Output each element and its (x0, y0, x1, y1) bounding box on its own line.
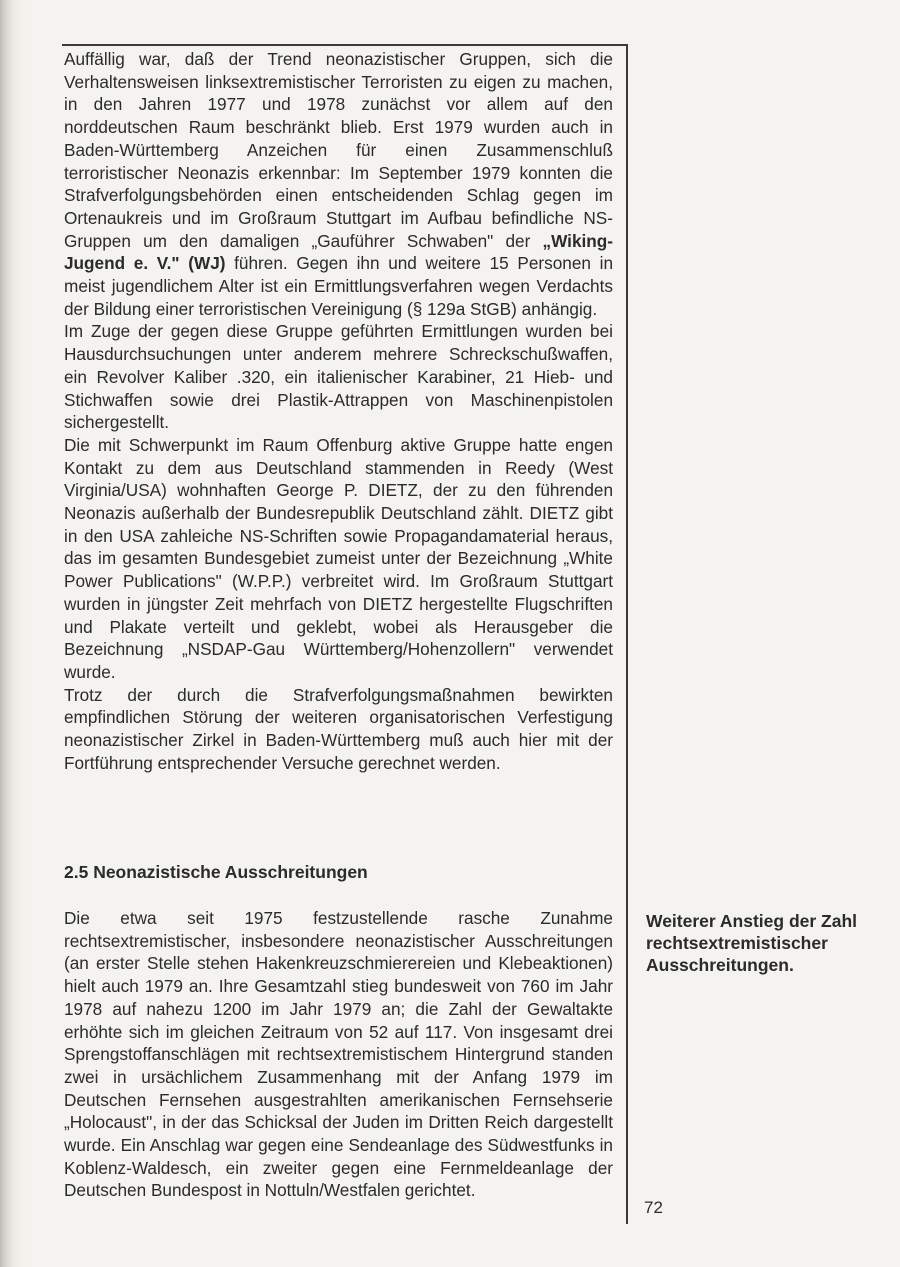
paragraph-3: Die mit Schwerpunkt im Raum Offenburg aktive Gruppe hatte engen Kontakt zu dem aus Deutschland stammenden in Reedy (West Virginia/USA) wohnhaften George P. DIETZ, der zu den führenden Neonazis außerhalb der Bundesrepublik Deutschland zählt. DIETZ gibt in den USA zahleiche NS-Schriften sowie Propagandamaterial heraus, das im gesamten Bundesgebiet zumeist unter der Bezeichnung „White Power Publications" (W.P.P.) verbreitet wird. Im Großraum Stuttgart wurden in jüngster Zeit mehrfach von DIETZ hergestellte Flugschriften und Plakate verteilt und geklebt, wobei als Herausgeber die Bezeichnung „NSDAP-Gau Württemberg/Hohenzollern" verwendet wurde. (64, 434, 613, 682)
paragraph-1-text: Auffällig war, daß der Trend neonazistischer Gruppen, sich die Verhaltensweisen linksextremistischer Terroristen zu eigen zu machen, in den Jahren 1977 und 1978 zunächst vor allem auf den norddeutschen Raum beschränkt blieb. Erst 1979 wurden auch in Baden-Württemberg Anzeichen für einen Zusammenschluß terroristischer Neonazis erkennbar: Im September 1979 konnten die Strafverfolgungsbehörden einen entscheidenden Schlag gegen im Ortenaukreis und im Großraum Stuttgart im Aufbau befindliche NS-Gruppen um den damaligen „Gauführer Schwaben" der (64, 49, 613, 251)
book-spine-shadow (0, 0, 26, 1267)
section-paragraph: Die etwa seit 1975 festzustellende rasche Zunahme rechtsextremistischer, insbesondere neonazistischer Ausschreitungen (an erster Stelle stehen Hakenkreuzschmierereien und Klebeaktionen) hielt auch 1979 an. Ihre Gesamtzahl stieg bundesweit von 760 im Jahr 1978 auf nahezu 1200 im Jahr 1979 an; die Zahl der Gewaltakte erhöhte sich im gleichen Zeitraum von 52 auf 117. Von insgesamt drei Sprengstoffanschlägen mit rechtsextremistischem Hintergrund standen zwei in ursächlichem Zusammenhang mit der Anfang 1979 im Deutschen Fernsehen ausgestrahlten amerikanischen Fernsehserie „Holocaust", in der das Schicksal der Juden im Dritten Reich dargestellt wurde. Ein Anschlag war gegen eine Sendeanlage des Südwestfunks in Koblenz-Waldesch, ein zweiter gegen eine Fernmeldeanlage der Deutschen Bundespost in Nottuln/Westfalen gerichtet. (64, 908, 613, 1201)
section-heading: 2.5 Neonazistische Ausschreitungen (64, 862, 368, 882)
paragraph-2: Im Zuge der gegen diese Gruppe geführten Ermittlungen wurden bei Hausdurchsuchungen unter anderem mehrere Schreckschußwaffen, ein Revolver Kaliber .320, ein italienischer Karabiner, 21 Hieb- und Stichwaffen sowie drei Plastik-Attrappen von Maschinenpistolen sichergestellt. (64, 321, 613, 433)
page-number: 72 (644, 1198, 663, 1217)
paragraph-4: Trotz der durch die Strafverfolgungsmaßnahmen bewirkten empfindlichen Störung der weiteren organisatorischen Verfestigung neonazistischer Zirkel in Baden-Württemberg muß auch hier mit der Fortführung entsprechender Versuche gerechnet werden. (64, 684, 613, 773)
body-text (64, 48, 613, 775)
margin-note: Weiterer Anstieg der Zahl rechtsextremistischer Ausschreitungen. (646, 911, 858, 975)
paragraph-1-text-end: führen. Gegen ihn und weitere 15 Personen in meist jugendlichem Alter ist ein Ermittlungsverfahren wegen Verdachts der Bildung einer terroristischen Vereinigung (§ 129a StGB) anhängig. (64, 253, 614, 319)
top-rule (62, 44, 628, 46)
section-text (64, 907, 613, 1202)
wiking-jugend-bold: „Wiking-Jugend e. V." (WJ) (64, 230, 613, 274)
column-rule (626, 44, 628, 1224)
paragraph-1 (64, 48, 613, 320)
